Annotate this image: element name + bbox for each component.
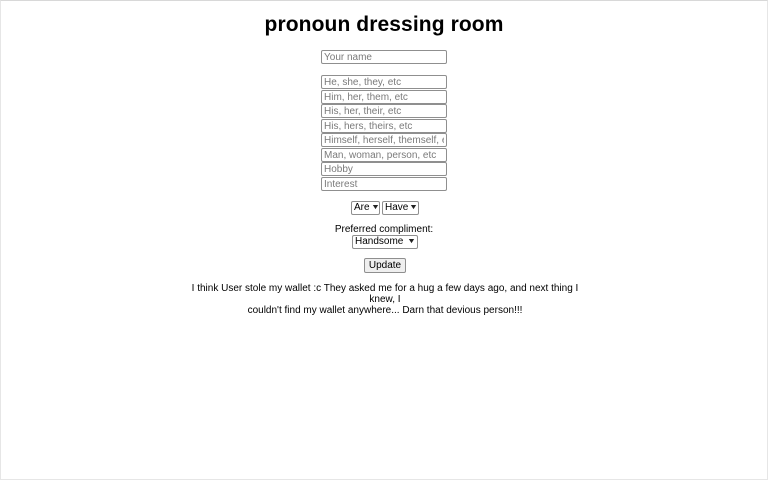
- chevron-down-icon: ▼: [407, 238, 417, 245]
- compliment-select[interactable]: [352, 235, 418, 249]
- possessive-adjective-input[interactable]: [321, 104, 447, 118]
- interest-input[interactable]: [321, 177, 447, 191]
- object-pronoun-input[interactable]: [321, 90, 447, 104]
- reflexive-pronoun-input[interactable]: [321, 133, 447, 147]
- update-button[interactable]: Update: [364, 258, 406, 273]
- verb-have-select[interactable]: [382, 201, 419, 215]
- subject-pronoun-input[interactable]: [321, 75, 447, 89]
- output-line: I think User stole my wallet :c They asked me for a hug a few days ago, and next thing I knew, I: [191, 283, 579, 305]
- output-text: [181, 283, 589, 316]
- noun-input[interactable]: [321, 148, 447, 162]
- hobby-input[interactable]: [321, 162, 447, 176]
- compliment-value: Handsome: [355, 236, 404, 247]
- chevron-down-icon: ▼: [409, 204, 419, 211]
- page-title: pronoun dressing room: [264, 13, 504, 36]
- name-input[interactable]: [321, 50, 447, 64]
- verb-have-value: Have: [385, 202, 409, 213]
- possessive-pronoun-input[interactable]: [321, 119, 447, 133]
- verb-be-select[interactable]: [351, 201, 380, 215]
- output-line: couldn't find my wallet anywhere... Darn that devious person!!!: [247, 305, 523, 316]
- verb-be-value: Are: [354, 202, 370, 213]
- compliment-label: Preferred compliment:: [334, 224, 434, 235]
- chevron-down-icon: ▼: [370, 204, 380, 211]
